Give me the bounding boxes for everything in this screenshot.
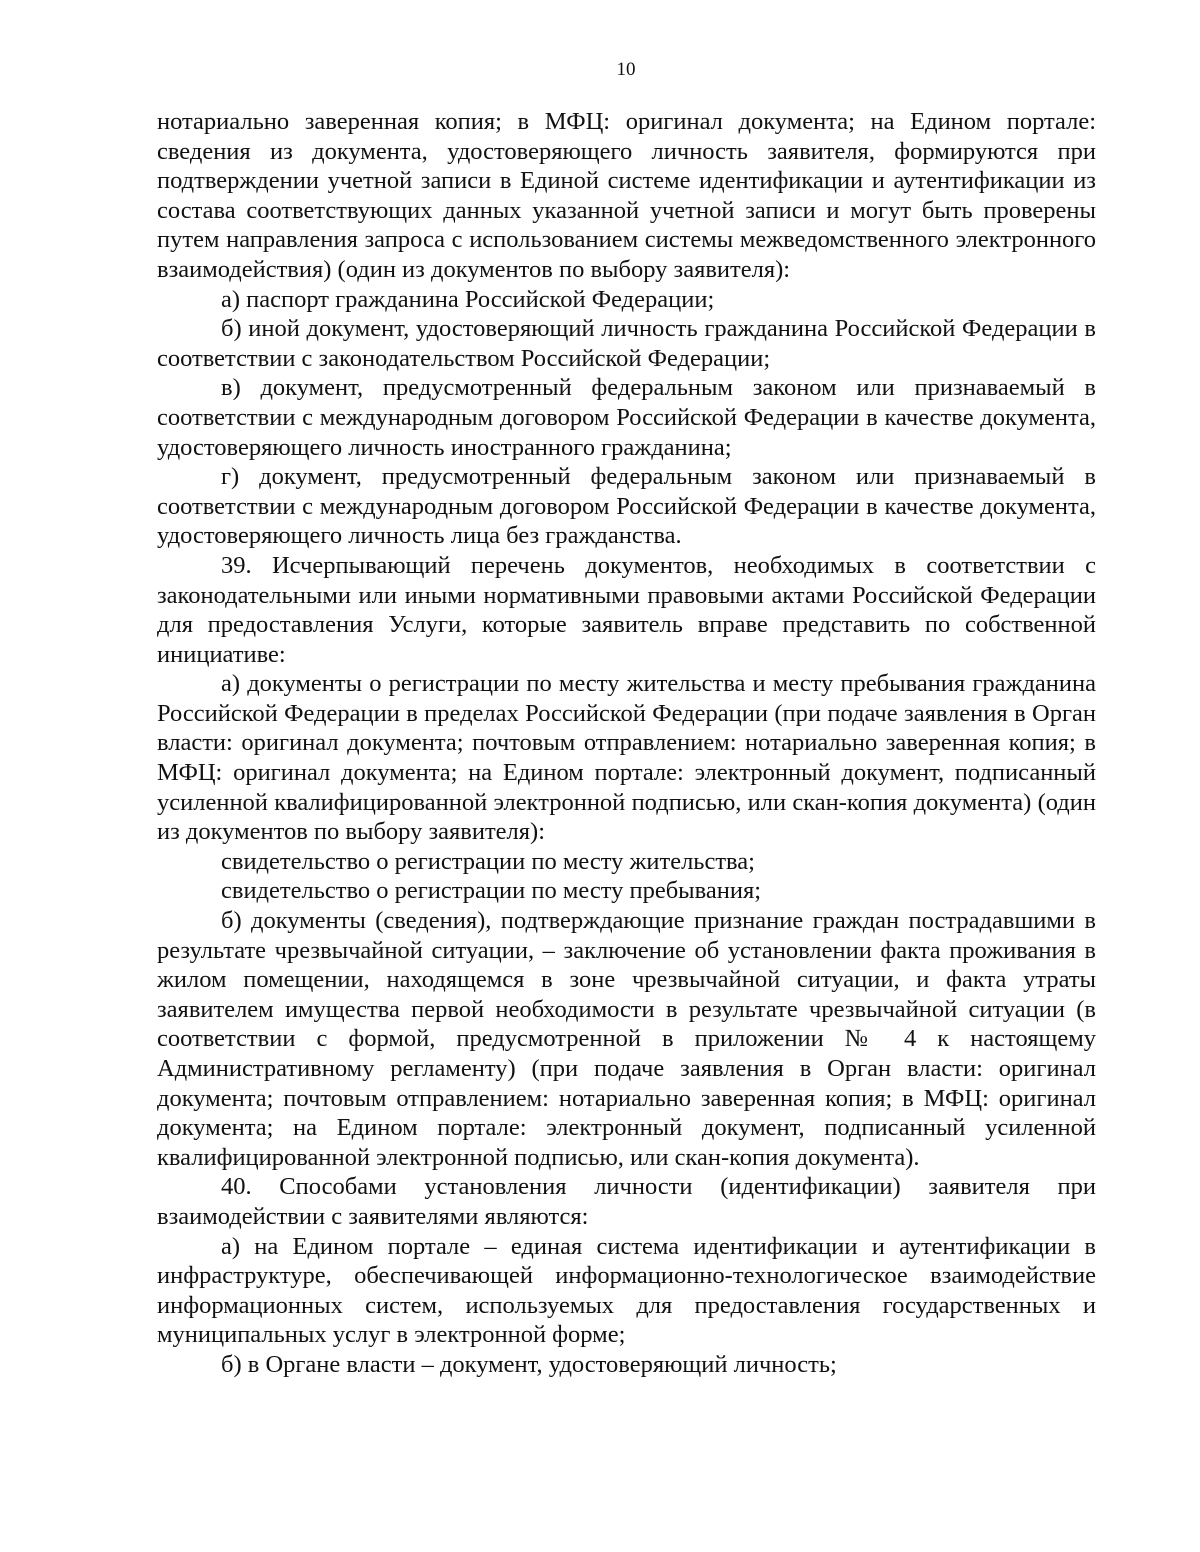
page-number: 10 bbox=[616, 59, 636, 80]
document-body bbox=[157, 107, 1096, 1380]
paragraph-item-a-passport: а) паспорт гражданина Российской Федерации; bbox=[221, 285, 715, 313]
paragraph-item-g-stateless: г) документ, предусмотренный федеральным законом или признаваемый в соответствии с международным договором Российской Федерации в качестве документа, удостоверяющего личность лица без гражданства. bbox=[157, 463, 1096, 550]
paragraph-stay-certificate: свидетельство о регистрации по месту пребывания; bbox=[221, 877, 762, 905]
paragraph-section-39-item-b: б) документы (сведения), подтверждающие признание граждан пострадавшими в результате чрезвычайной ситуации, – заключение об установлении факта проживания в жилом помещении, находящемся в зоне чрезвычайной ситуации, и факта утраты заявителем имущества первой необходимости в результате чрезвычайной ситуации (в соответствии с формой, предусмотренной в приложении № 4 к настоящему Административному регламенту) (при подаче заявления в Орган власти: оригинал документа; почтовым отправлением: нотариально заверенная копия; в МФЦ: оригинал документа; на Едином портале: электронный документ, подписанный усиленной квалифицированной электронной подписью, или скан-копия документа). bbox=[157, 907, 1096, 1171]
paragraph-section-40-item-b: б) в Органе власти – документ, удостоверяющий личность; bbox=[221, 1350, 837, 1378]
paragraph-section-40-item-a: а) на Едином портале – единая система идентификации и аутентификации в инфраструктуре, обеспечивающей информационно-технологическое взаимодействие информационных систем, используемых для предоставления государственных и муниципальных услуг в электронной форме; bbox=[157, 1232, 1096, 1349]
paragraph-residence-certificate: свидетельство о регистрации по месту жительства; bbox=[221, 847, 755, 875]
paragraph-item-b-other-document: б) иной документ, удостоверяющий личность гражданина Российской Федерации в соответствии с законодательством Российской Федерации; bbox=[157, 315, 1096, 372]
paragraph-section-39: 39. Исчерпывающий перечень документов, необходимых в соответствии с законодательными или иными нормативными правовыми актами Российской Федерации для предоставления Услуги, которые заявитель вправе представить по собственной инициативе: bbox=[157, 551, 1096, 668]
paragraph-section-39-item-a: а) документы о регистрации по месту жительства и месту пребывания гражданина Российской Федерации в пределах Российской Федерации (при подаче заявления в Орган власти: оригинал документа; почтовым отправлением: нотариально заверенная копия; в МФЦ: оригинал документа; на Едином портале: электронный документ, подписанный усиленной квалифицированной электронной подписью, или скан-копия документа) (один из документов по выбору заявителя): bbox=[157, 670, 1096, 846]
paragraph-item-v-foreign-citizen: в) документ, предусмотренный федеральным законом или признаваемый в соответствии с международным договором Российской Федерации в качестве документа, удостоверяющего личность иностранного гражданина; bbox=[157, 374, 1096, 461]
paragraph-section-40: 40. Способами установления личности (идентификации) заявителя при взаимодействии с заявителями являются: bbox=[157, 1173, 1096, 1230]
paragraph-continuation: нотариально заверенная копия; в МФЦ: оригинал документа; на Едином портале: сведения из документа, удостоверяющего личность заявителя, формируются при подтверждении учетной записи в Единой системе идентификации и аутентификации из состава соответствующих данных указанной учетной записи и могут быть проверены путем направления запроса с использованием системы межведомственного электронного взаимодействия) (один из документов по выбору заявителя): bbox=[157, 108, 1096, 283]
